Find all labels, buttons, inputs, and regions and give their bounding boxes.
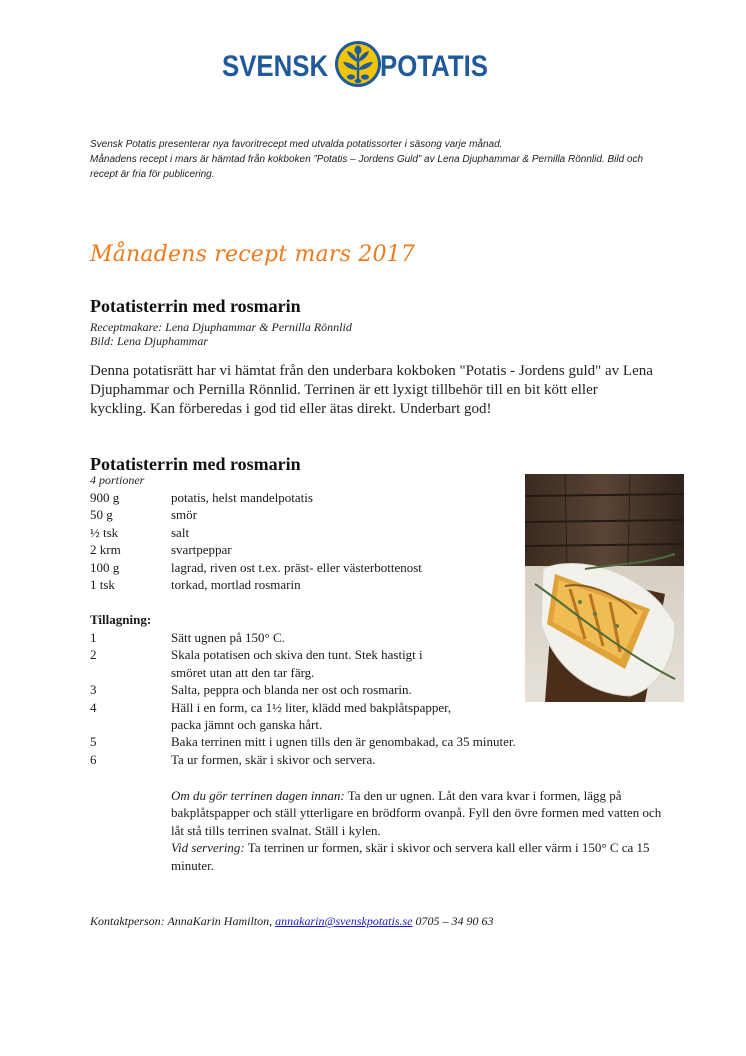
step-text: Salta, peppra och blanda ner ost och rosmarin.: [171, 682, 412, 698]
ingredient-name: torkad, mortlad rosmarin: [171, 577, 301, 593]
photo-credit: Bild: Lena Djuphammar: [90, 334, 208, 348]
recipe-maker: Receptmakare: Lena Djuphammar & Pernilla Rönnlid: [90, 320, 352, 334]
ingredient-row: [90, 524, 422, 541]
step-number: 2: [90, 647, 97, 663]
method-step: [90, 681, 516, 698]
svensk-potatis-logo: [222, 40, 494, 92]
tip-text: Ta den ur ugnen. Låt den vara kvar i formen, lägg på bakplåtspapper och ställ ytterligare en brödform ovanpå. Fyll den övre formen med vatten och låt stå tills terrinen svalnat. Ställ i kylen.: [171, 788, 662, 838]
ingredient-list: [90, 489, 422, 593]
ingredient-name: lagrad, riven ost t.ex. präst- eller västerbottenost: [171, 559, 422, 575]
intro-line: Svensk Potatis presenterar nya favoritrecept med utvalda potatissorter i säsong varje månad.: [90, 139, 503, 150]
month-title: Månadens recept mars 2017: [90, 242, 416, 267]
step-text: Ta ur formen, skär i skivor och servera.: [171, 751, 376, 767]
ingredient-quantity: ½ tsk: [90, 524, 119, 540]
contact-email-link[interactable]: annakarin@svenskpotatis.se: [275, 914, 413, 928]
ingredient-row: [90, 541, 422, 558]
portions: 4 portioner: [90, 473, 145, 487]
step-number: 4: [90, 699, 97, 715]
ingredient-name: potatis, helst mandelpotatis: [171, 490, 313, 505]
logo-word-svensk: SVENSK: [222, 50, 329, 83]
method-steps: [90, 629, 516, 768]
tip-label: Om du gör terrinen dagen innan:: [171, 788, 345, 803]
step-text: Sätt ugnen på 150° C.: [171, 630, 285, 645]
serving-notes: [171, 787, 671, 874]
ingredient-row: [90, 489, 422, 506]
potato-plant-emblem-icon: [334, 40, 382, 88]
method-heading: Tillagning:: [90, 612, 152, 627]
ingredient-name: svartpeppar: [171, 542, 232, 558]
method-step: [90, 751, 516, 768]
step-text: Skala potatisen och skiva den tunt. Stek hastigt i smöret utan att den tar färg.: [171, 647, 423, 680]
contact-line: [90, 914, 493, 929]
recipe-description: Denna potatisrätt har vi hämtat från den underbara kokboken "Potatis - Jordens guld" av Lena Djuphammar och Pernilla Rönnlid. Terrinen är ett lyxigt tillbehör till en bit kött eller kyckling. Kan förberedas i god tid eller ätas direkt. Underbart god!: [90, 363, 653, 417]
contact-phone: 0705 – 34 90 63: [412, 914, 494, 928]
method-step: [90, 629, 516, 646]
ingredient-name: salt: [171, 524, 190, 540]
intro-line: Månadens recept i mars är hämtad från kokboken ”Potatis – Jordens Guld” av Lena Djuphammar & Pernilla Rönnlid. Bild och recept är fria för publicering.: [90, 154, 644, 180]
method-step: [90, 733, 516, 750]
recipe-title: Potatisterrin med rosmarin: [90, 296, 301, 316]
ingredient-row: [90, 559, 422, 576]
serving-label: Vid servering:: [171, 840, 245, 856]
step-text: Häll i en form, ca 1½ liter, klädd med bakplåtspapper, packa jämnt och ganska hårt.: [171, 699, 452, 733]
intro-text: [90, 137, 650, 182]
ingredient-row: [90, 576, 422, 593]
ingredient-quantity: 900 g: [90, 490, 120, 505]
recipe-credits: [90, 320, 352, 348]
contact-person: Kontaktperson: AnnaKarin Hamilton,: [90, 914, 276, 928]
ingredient-quantity: 2 krm: [90, 542, 121, 558]
step-text: Baka terrinen mitt i ugnen tills den är genombakad, ca 35 minuter.: [171, 734, 516, 750]
step-number: 1: [90, 630, 97, 645]
ingredient-quantity: 1 tsk: [90, 577, 115, 593]
terrine-photo: [525, 474, 684, 702]
serving-text: Ta terrinen ur formen, skär i skivor och servera kall eller värm i 150° C ca 15 minuter.: [171, 840, 650, 873]
method-step: [90, 646, 516, 681]
step-number: 5: [90, 734, 97, 750]
step-number: 3: [90, 682, 97, 698]
ingredient-quantity: 100 g: [90, 559, 120, 575]
step-number: 6: [90, 751, 97, 767]
ingredient-name: smör: [171, 507, 197, 523]
method-step: [90, 699, 516, 734]
ingredient-row: [90, 506, 422, 523]
recipe-title-ingredients: Potatisterrin med rosmarin: [90, 454, 301, 474]
ingredient-quantity: 50 g: [90, 507, 113, 523]
logo-word-potatis: POTATIS: [380, 50, 488, 83]
